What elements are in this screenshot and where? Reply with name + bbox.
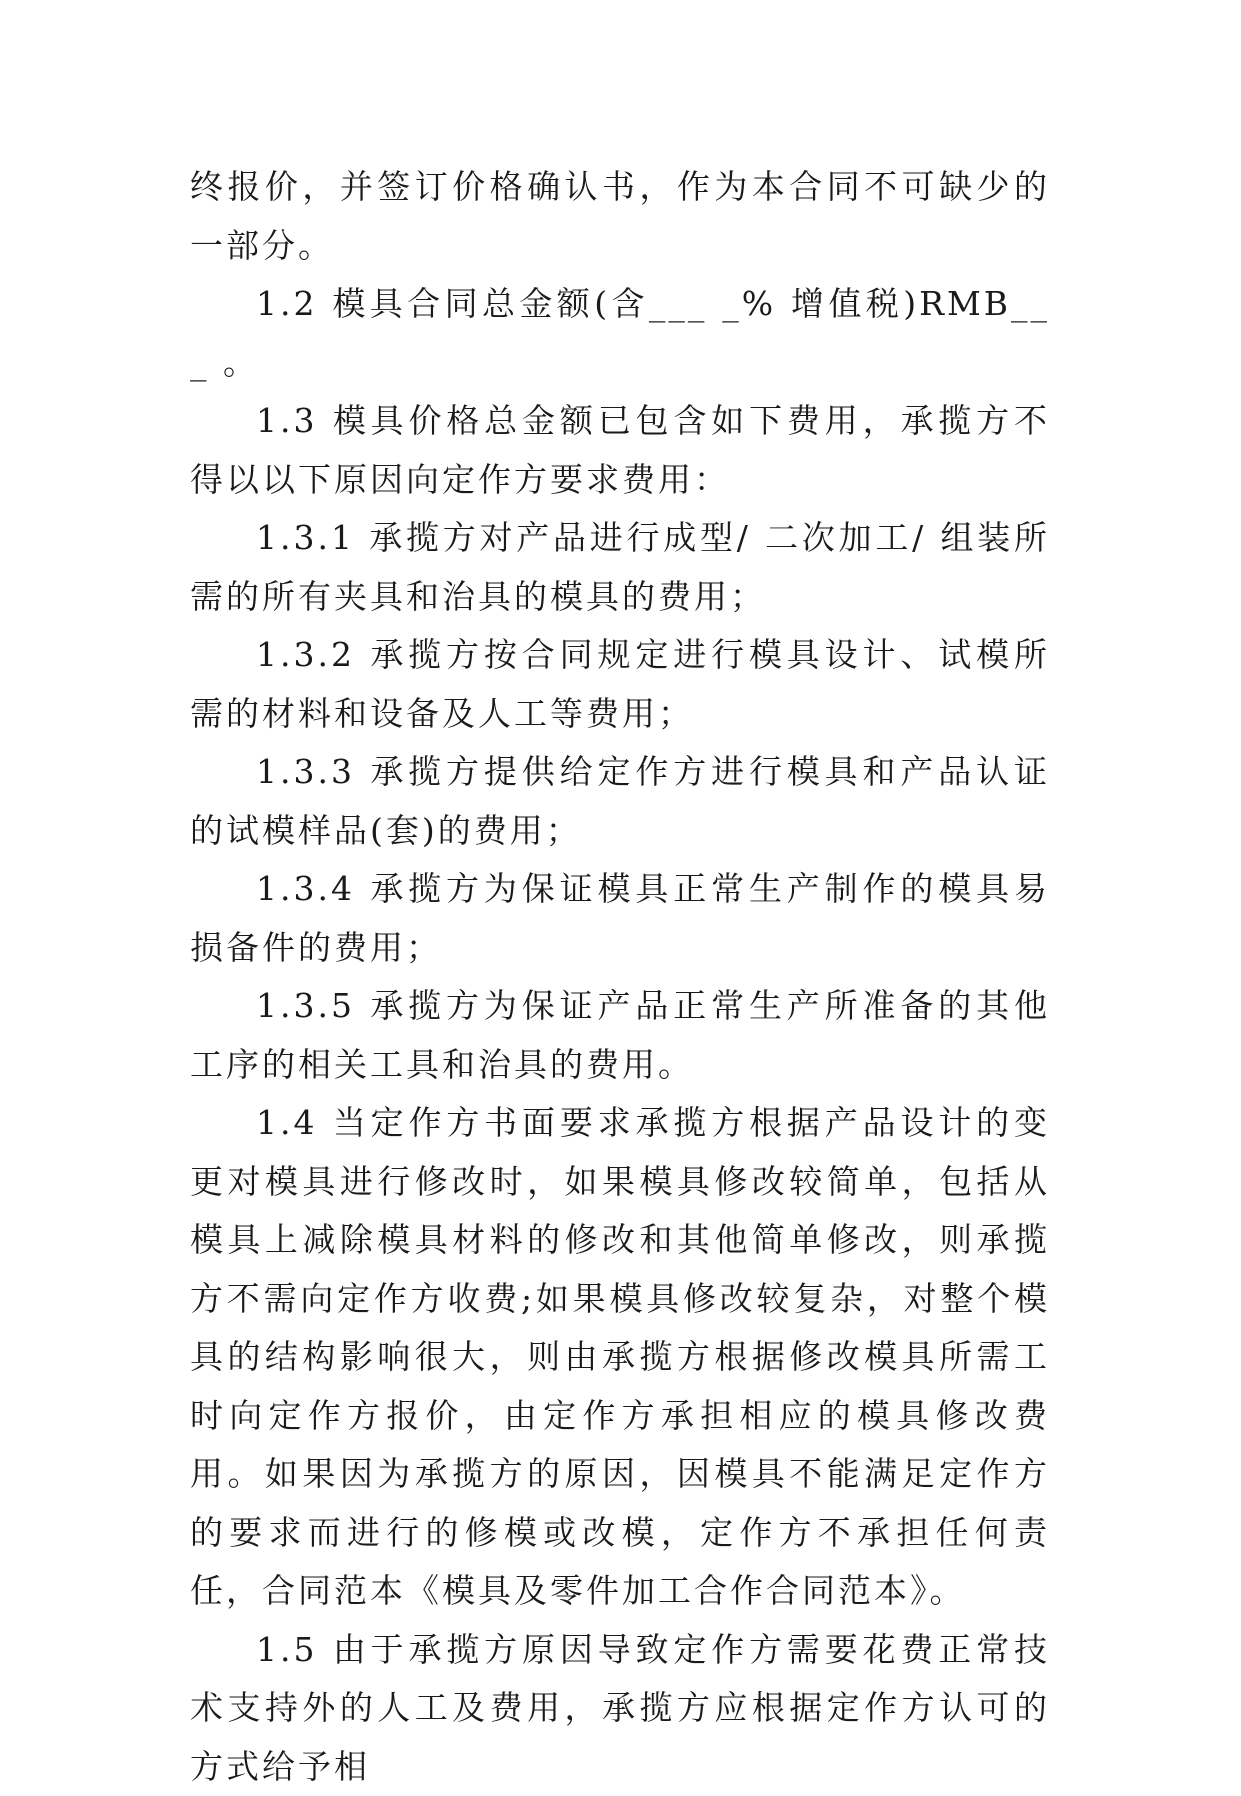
clause-1-3: 1.3 模具价格总金额已包含如下费用，承揽方不得以以下原因向定作方要求费用： [190,392,1050,509]
clause-1-2: 1.2 模具合同总金额(含___ _% 增值税)RMB__ _ 。 [190,275,1050,392]
clause-1-5: 1.5 由于承揽方原因导致定作方需要花费正常技术支持外的人工及费用，承揽方应根据定作方认可的方式给予相 [190,1621,1050,1796]
clause-1-3-1: 1.3.1 承揽方对产品进行成型/ 二次加工/ 组装所需的所有夹具和治具的模具的费用； [190,509,1050,626]
clause-1-4: 1.4 当定作方书面要求承揽方根据产品设计的变更对模具进行修改时，如果模具修改较简单，包括从模具上减除模具材料的修改和其他简单修改，则承揽方不需向定作方收费;如果模具修改较复杂，对整个模具的结构影响很大，则由承揽方根据修改模具所需工时向定作方报价，由定作方承担相应的模具修改费用。如果因为承揽方的原因，因模具不能满足定作方的要求而进行的修模或改模，定作方不承担任何责任，合同范本《模具及零件加工合作合同范本》。 [190,1094,1050,1621]
clause-1-3-3: 1.3.3 承揽方提供给定作方进行模具和产品认证的试模样品(套)的费用； [190,743,1050,860]
clause-1-3-5: 1.3.5 承揽方为保证产品正常生产所准备的其他工序的相关工具和治具的费用。 [190,977,1050,1094]
paragraph-continuation: 终报价，并签订价格确认书，作为本合同不可缺少的一部分。 [190,158,1050,275]
clause-1-3-2: 1.3.2 承揽方按合同规定进行模具设计、试模所需的材料和设备及人工等费用； [190,626,1050,743]
clause-1-3-4: 1.3.4 承揽方为保证模具正常生产制作的模具易损备件的费用； [190,860,1050,977]
contract-text-body [190,158,1050,1796]
